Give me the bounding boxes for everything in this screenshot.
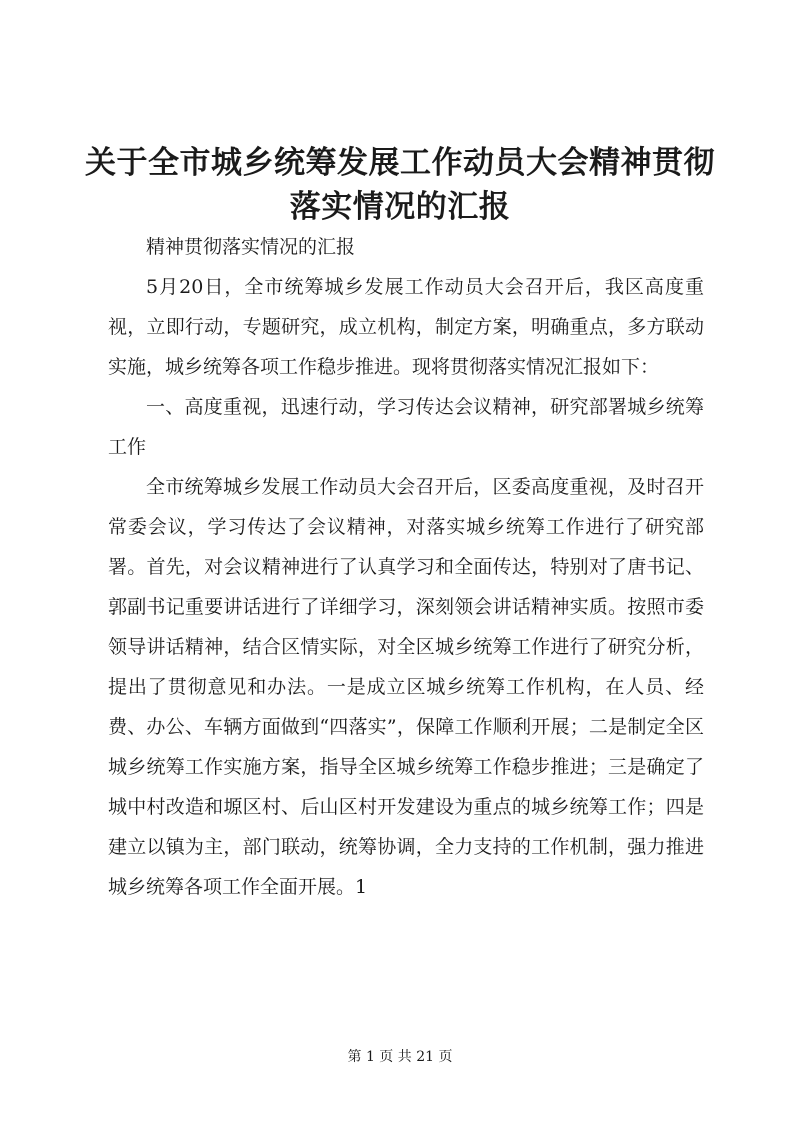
section-heading-1: 一、高度重视，迅速行动，学习传达会议精神，研究部署城乡统筹工作: [108, 396, 704, 458]
document-title: [80, 141, 720, 229]
document-body: [108, 227, 704, 907]
body-paragraph: 全市统筹城乡发展工作动员大会召开后，区委高度重视，及时召开常委会议，学习传达了会议精神，对落实城乡统筹工作进行了研究部署。首先，对会议精神进行了认真学习和全面传达，特别对了唐书记、郭副书记重要讲话进行了详细学习，深刻领会讲话精神实质。按照市委领导讲话精神，结合区情实际，对全区城乡统筹工作进行了研究分析，提出了贯彻意见和办法。一是成立区城乡统筹工作机构，在人员、经费、办公、车辆方面做到“四落实”，保障工作顺利开展；二是制定全区城乡统筹工作实施方案，指导全区城乡统筹工作稳步推进；三是确定了城中村改造和塬区村、后山区村开发建设为重点的城乡统筹工作；四是建立以镇为主，部门联动，统筹协调，全力支持的工作机制，强力推进城乡统筹各项工作全面开展。1: [108, 476, 704, 898]
page-footer: 第 1 页 共 21 页: [347, 1049, 453, 1065]
subtitle-paragraph: 精神贯彻落实情况的汇报: [146, 236, 356, 258]
title-line-2: 落实情况的汇报: [289, 189, 511, 225]
intro-paragraph: 5月20日，全市统筹城乡发展工作动员大会召开后，我区高度重视，立即行动，专题研究，成立机构，制定方案，明确重点，多方联动实施，城乡统筹各项工作稳步推进。现将贯彻落实情况汇报如下：: [108, 276, 704, 378]
title-line-1: 关于全市城乡统筹发展工作动员大会精神贯彻: [85, 145, 715, 181]
